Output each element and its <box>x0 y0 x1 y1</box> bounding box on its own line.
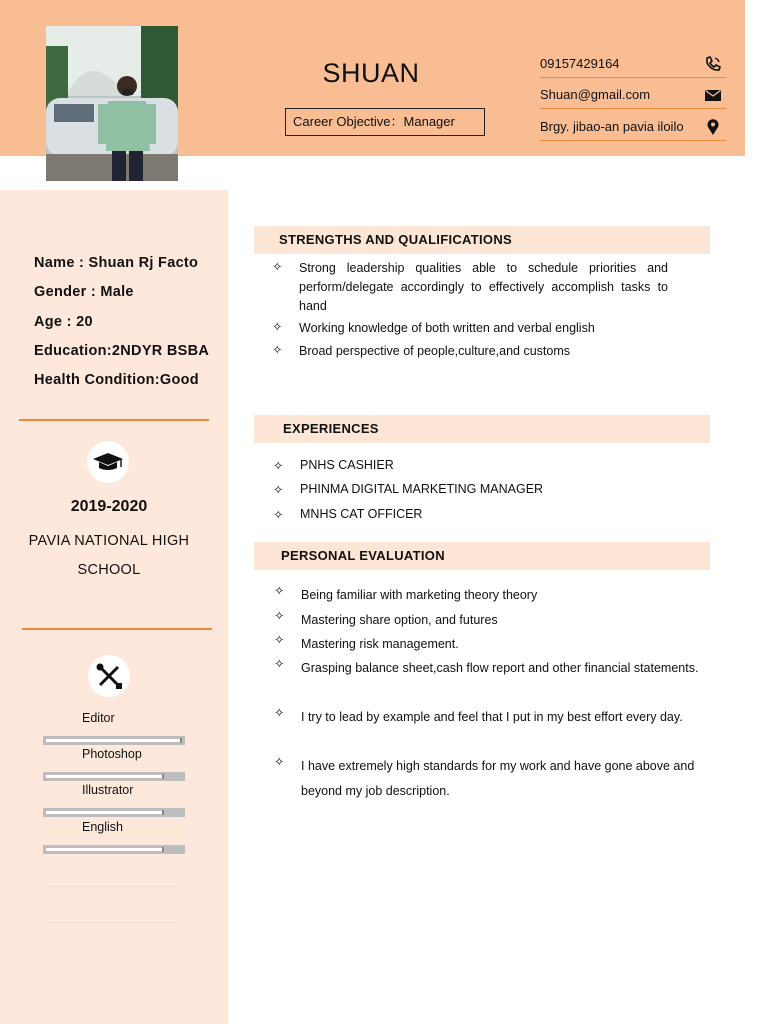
career-objective: Career Objective：Manager <box>285 108 485 136</box>
bullet-glyph: ✧ <box>273 459 284 473</box>
education-year: 2019-2020 <box>70 498 148 515</box>
list-item-text: Grasping balance sheet,cash flow report and other financial statements. <box>301 661 699 675</box>
list-item-text: Mastering risk management. <box>301 637 459 651</box>
location-pin-icon <box>704 118 722 136</box>
section-title: STRENGTHS AND QUALIFICATIONS <box>279 232 513 247</box>
bullet-glyph: ✧ <box>272 260 283 274</box>
skill-bar-fill <box>46 739 182 742</box>
contact-address-text: Brgy. jibao-an pavia iloilo <box>540 119 684 134</box>
info-education: Education:2NDYR BSBA <box>34 343 210 359</box>
bullet-glyph: ✧ <box>274 706 285 720</box>
skill-bar <box>43 736 185 745</box>
contact-phone-text: 09157429164 <box>540 56 620 71</box>
faint-divider <box>48 886 178 887</box>
sidebar-divider <box>22 628 212 630</box>
info-age: Age : 20 <box>34 314 93 330</box>
list-item-text: Working knowledge of both written and verbal english <box>299 321 595 335</box>
list-item-text: Strong leadership qualities able to schedule priorities and perform/delegate accordingly to effectively accomplish tasks to hand <box>299 261 668 313</box>
info-name: Name : Shuan Rj Facto <box>34 255 199 271</box>
faint-divider <box>48 922 178 923</box>
sidebar-divider <box>19 419 209 421</box>
skill-label: Illustrator <box>82 783 134 797</box>
skill-bar-knob <box>162 810 164 815</box>
skill-bar <box>43 845 185 854</box>
skill-bar <box>43 808 185 817</box>
section-heading-experiences <box>254 415 710 443</box>
tools-icon <box>88 655 130 697</box>
skill-bar-fill <box>46 775 162 778</box>
list-item-text: Being familiar with marketing theory theory <box>301 588 538 602</box>
skill-bar-knob <box>162 774 164 779</box>
contact-email <box>540 85 726 105</box>
bullet-glyph: ✧ <box>274 584 285 598</box>
skill-label: Photoshop <box>82 747 142 761</box>
list-item-text: Broad perspective of people,culture,and customs <box>299 344 570 358</box>
skill-bar-fill <box>46 811 162 814</box>
bullet-glyph: ✧ <box>273 483 284 497</box>
bullet-glyph: ✧ <box>274 755 285 769</box>
envelope-icon <box>704 86 722 104</box>
contact-underline <box>540 108 726 110</box>
bullet-glyph: ✧ <box>274 657 285 671</box>
contact-email-text: Shuan@gmail.com <box>540 87 651 102</box>
section-title: EXPERIENCES <box>283 421 379 436</box>
section-heading-strengths <box>254 226 710 254</box>
list-item-text: PHINMA DIGITAL MARKETING MANAGER <box>300 482 544 496</box>
skill-bar-fill <box>46 848 162 851</box>
list-item-text: MNHS CAT OFFICER <box>300 507 423 521</box>
profile-photo <box>46 26 178 181</box>
bullet-glyph: ✧ <box>273 508 284 522</box>
list-item-text: I have extremely high standards for my work and have gone above and beyond my job description. <box>301 759 695 798</box>
phone-icon <box>704 55 722 73</box>
bullet-glyph: ✧ <box>272 320 283 334</box>
skill-label: Editor <box>82 711 115 725</box>
contact-underline <box>540 77 726 79</box>
info-gender: Gender : Male <box>34 284 134 300</box>
list-item-text: I try to lead by example and feel that I put in my best effort every day. <box>301 710 683 724</box>
graduation-cap-icon <box>87 441 129 483</box>
list-item-text: Mastering share option, and futures <box>301 613 498 627</box>
skill-bar-knob <box>162 847 164 852</box>
education-school: PAVIA NATIONAL HIGH SCHOOL <box>28 533 190 578</box>
section-heading-evaluation <box>254 542 710 570</box>
contact-address <box>540 117 726 137</box>
info-health: Health Condition:Good <box>34 372 199 388</box>
skill-bar-knob <box>180 738 182 743</box>
bullet-glyph: ✧ <box>274 633 285 647</box>
candidate-name: SHUAN <box>322 58 420 88</box>
skill-bar <box>43 772 185 781</box>
section-title: PERSONAL EVALUATION <box>281 548 445 563</box>
bullet-glyph: ✧ <box>272 343 283 357</box>
list-item-text: PNHS CASHIER <box>300 458 394 472</box>
bullet-glyph: ✧ <box>274 609 285 623</box>
contact-phone <box>540 54 726 74</box>
skill-label: English <box>82 820 123 834</box>
contact-underline <box>540 140 726 142</box>
